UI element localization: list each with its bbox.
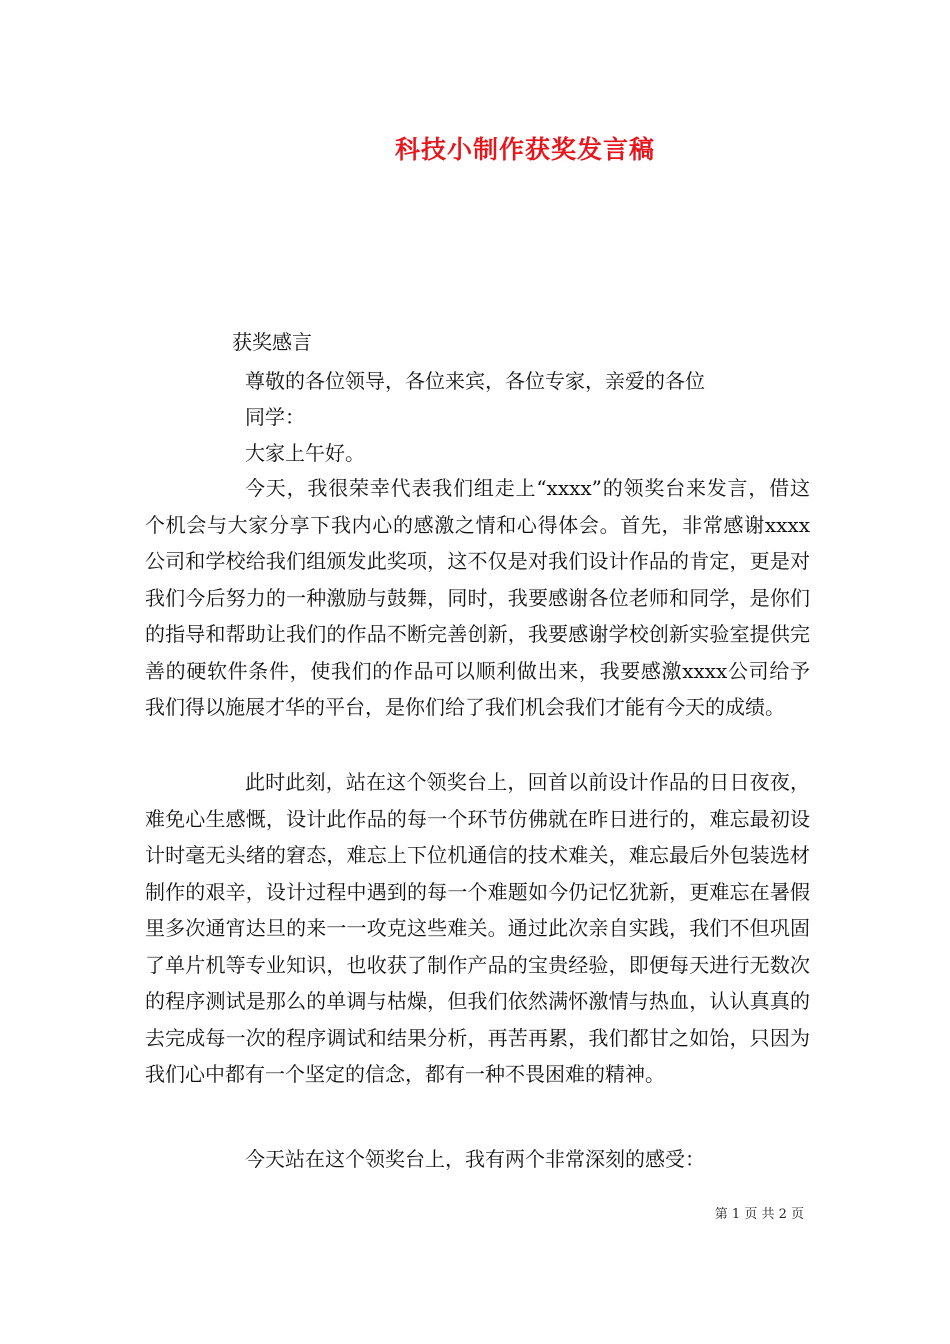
paragraph-2: 此时此刻，站在这个领奖台上，回首以前设计作品的日日夜夜，难免心生感慨，设计此作品的每一个环节仿佛就在昨日进行的，难忘最初设计时毫无头绪的窘态，难忘上下位机通信的技术难关，难忘最后外包装选材制作的艰辛，设计过程中遇到的每一个难题如今仍记忆犹新，更难忘在暑假里多次通宵达旦的来一一攻克这些难关。通过此次亲自实践，我们不但巩固了单片机等专业知识，也收获了制作产品的宝贵经验，即便每天进行无数次的程序测试是那么的单调与枯燥，但我们依然满怀激情与热血，认认真真的去完成每一次的程序调试和结果分析，再苦再累，我们都甘之如饴，只因为我们心中都有一个坚定的信念，都有一种不畏困难的精神。 — [145, 770, 810, 1086]
document-title: 科技小制作获奖发言稿 — [394, 135, 655, 164]
greeting: 大家上午好。 — [245, 441, 365, 465]
salutation-line-1: 尊敬的各位领导，各位来宾，各位专家，亲爱的各位 — [245, 369, 705, 393]
paragraph-1: 今天，我很荣幸代表我们组走上“xxxx”的领奖台来发言，借这个机会与大家分享下我内心的感激之情和心得体会。首先，非常感谢xxxx公司和学校给我们组颁发此奖项，这不仅是对我们设计作品的肯定，更是对我们今后努力的一种激励与鼓舞，同时，我要感谢各位老师和同学，是你们的指导和帮助让我们的作品不断完善创新，我要感谢学校创新实验室提供完善的硬软件条件，使我们的作品可以顺利做出来，我要感激xxxx公司给予我们得以施展才华的平台，是你们给了我们机会我们才能有今天的成绩。 — [145, 476, 810, 719]
closing-line: 今天站在这个领奖台上，我有两个非常深刻的感受： — [245, 1147, 705, 1171]
section-heading: 获奖感言 — [232, 330, 312, 354]
salutation-line-2: 同学： — [245, 405, 305, 429]
page-number-footer: 第 1 页 共 2 页 — [714, 1207, 804, 1222]
